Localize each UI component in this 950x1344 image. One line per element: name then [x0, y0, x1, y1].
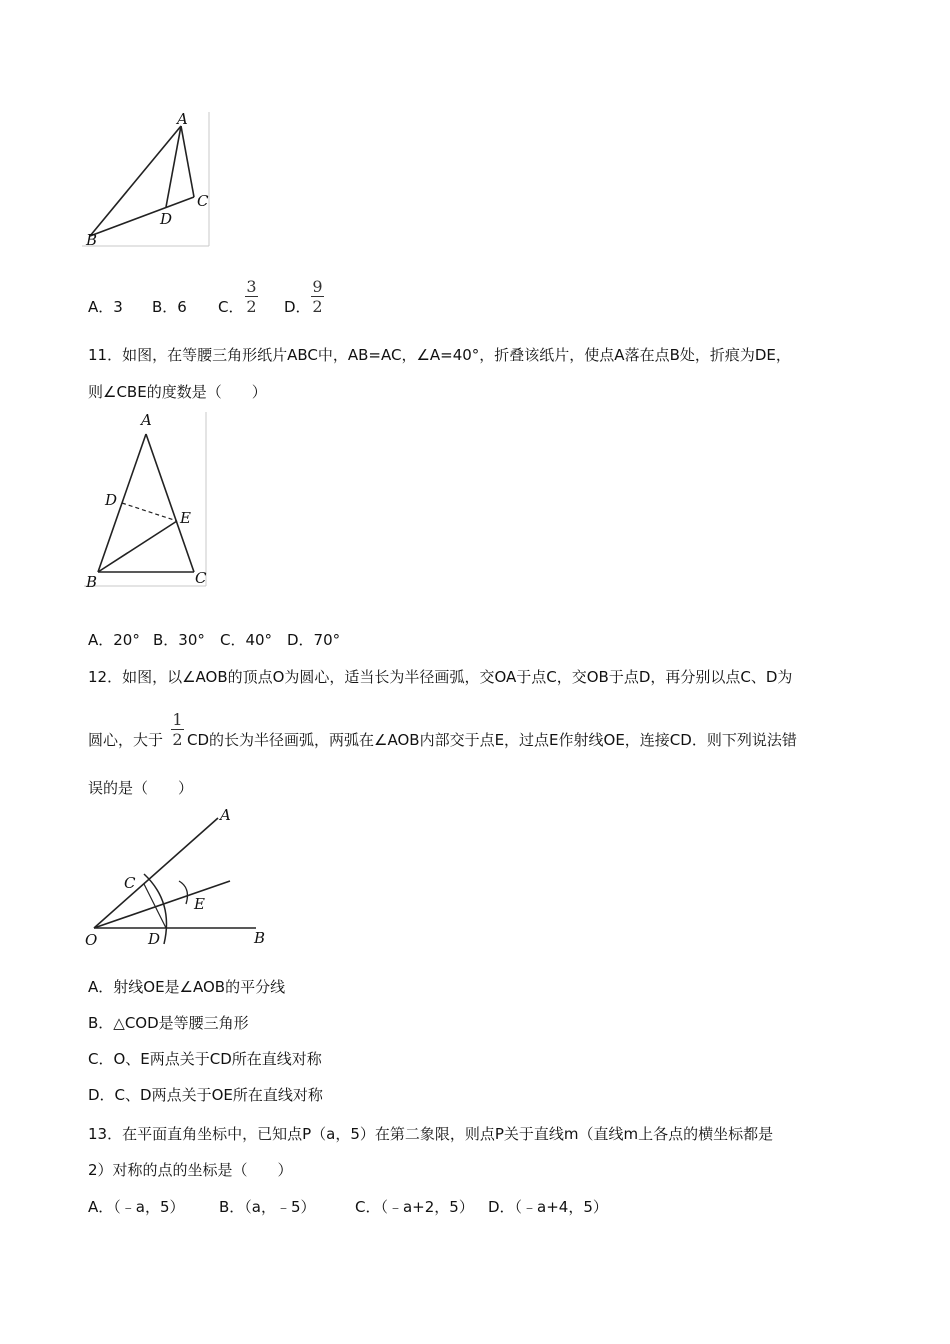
q11-label-e: E: [180, 509, 191, 527]
fraction-denominator: 2: [172, 730, 183, 749]
fraction-numerator: 3: [246, 277, 257, 296]
q12-label-a: A: [220, 806, 231, 824]
q11-option-b: B．30°: [153, 631, 205, 649]
q12-label-e: E: [194, 895, 205, 913]
q10-label-d: D: [160, 210, 173, 228]
q10-label-c: C: [197, 192, 209, 210]
q12-question-line-2-suffix: CD的长为半径画弧，两弧在∠AOB内部交于点E，过点E作射线OE，连接CD．则下列说法错: [187, 731, 797, 749]
q12-question-line-3: 误的是（ ）: [88, 779, 194, 797]
q12-question-line-1: 12．如图，以∠AOB的顶点O为圆心，适当长为半径画弧，交OA于点C，交OB于点D，再分别以点C、D为: [88, 668, 793, 686]
q12-option-d: D．C、D两点关于OE所在直线对称: [88, 1086, 323, 1104]
q12-label-b: B: [254, 929, 266, 947]
fraction-numerator: 9: [312, 277, 323, 296]
fraction-denominator: 2: [246, 297, 257, 316]
q12-question-line-2-prefix: 圆心，大于: [88, 731, 164, 749]
q11-label-a: A: [141, 411, 152, 429]
q10-option-c-fraction: [245, 278, 258, 315]
q13-question-line-1: 13．在平面直角坐标中，已知点P（a，5）在第二象限，则点P关于直线m（直线m上各点的横坐标都是: [88, 1125, 774, 1143]
q10-label-b: B: [86, 231, 98, 249]
q10-triangle-figure: [82, 108, 217, 253]
q10-option-b: B．6: [152, 298, 187, 316]
q10-option-d-prefix: D．: [284, 298, 311, 316]
q12-half-fraction: [171, 711, 184, 748]
q12-angle-bisector-figure: [82, 802, 272, 952]
fraction-numerator: 1: [172, 710, 183, 729]
q11-label-c: C: [195, 569, 207, 587]
q13-question-line-2: 2）对称的点的坐标是（ ）: [88, 1161, 293, 1179]
q11-option-c: C．40°: [220, 631, 273, 649]
q10-label-a: A: [177, 110, 188, 128]
q12-option-b: B．△COD是等腰三角形: [88, 1014, 249, 1032]
q11-label-b: B: [86, 573, 98, 591]
fraction-denominator: 2: [312, 297, 323, 316]
q11-option-a: A．20°: [88, 631, 140, 649]
q13-option-b: B．（a，﹣5）: [219, 1198, 316, 1216]
q11-option-d: D．70°: [287, 631, 341, 649]
q13-option-c: C．（﹣a+2，5）: [355, 1198, 474, 1216]
q11-question-line-2: 则∠CBE的度数是（ ）: [88, 383, 267, 401]
q12-label-o: O: [85, 931, 98, 949]
q13-option-a: A．（﹣a，5）: [88, 1198, 185, 1216]
q12-label-c: C: [124, 874, 136, 892]
q11-label-d: D: [105, 491, 118, 509]
q10-option-c-prefix: C．: [218, 298, 244, 316]
q10-option-d-fraction: [311, 278, 324, 315]
q12-option-a: A．射线OE是∠AOB的平分线: [88, 978, 286, 996]
q11-triangle-figure: [84, 408, 214, 593]
q12-label-d: D: [148, 930, 161, 948]
q10-option-a: A．3: [88, 298, 123, 316]
q13-option-d: D．（﹣a+4，5）: [488, 1198, 608, 1216]
q12-option-c: C．O、E两点关于CD所在直线对称: [88, 1050, 322, 1068]
q11-question-line-1: 11．如图，在等腰三角形纸片ABC中，AB=AC，∠A=40°，折叠该纸片，使点A落在点B处，折痕为DE，: [88, 346, 791, 364]
